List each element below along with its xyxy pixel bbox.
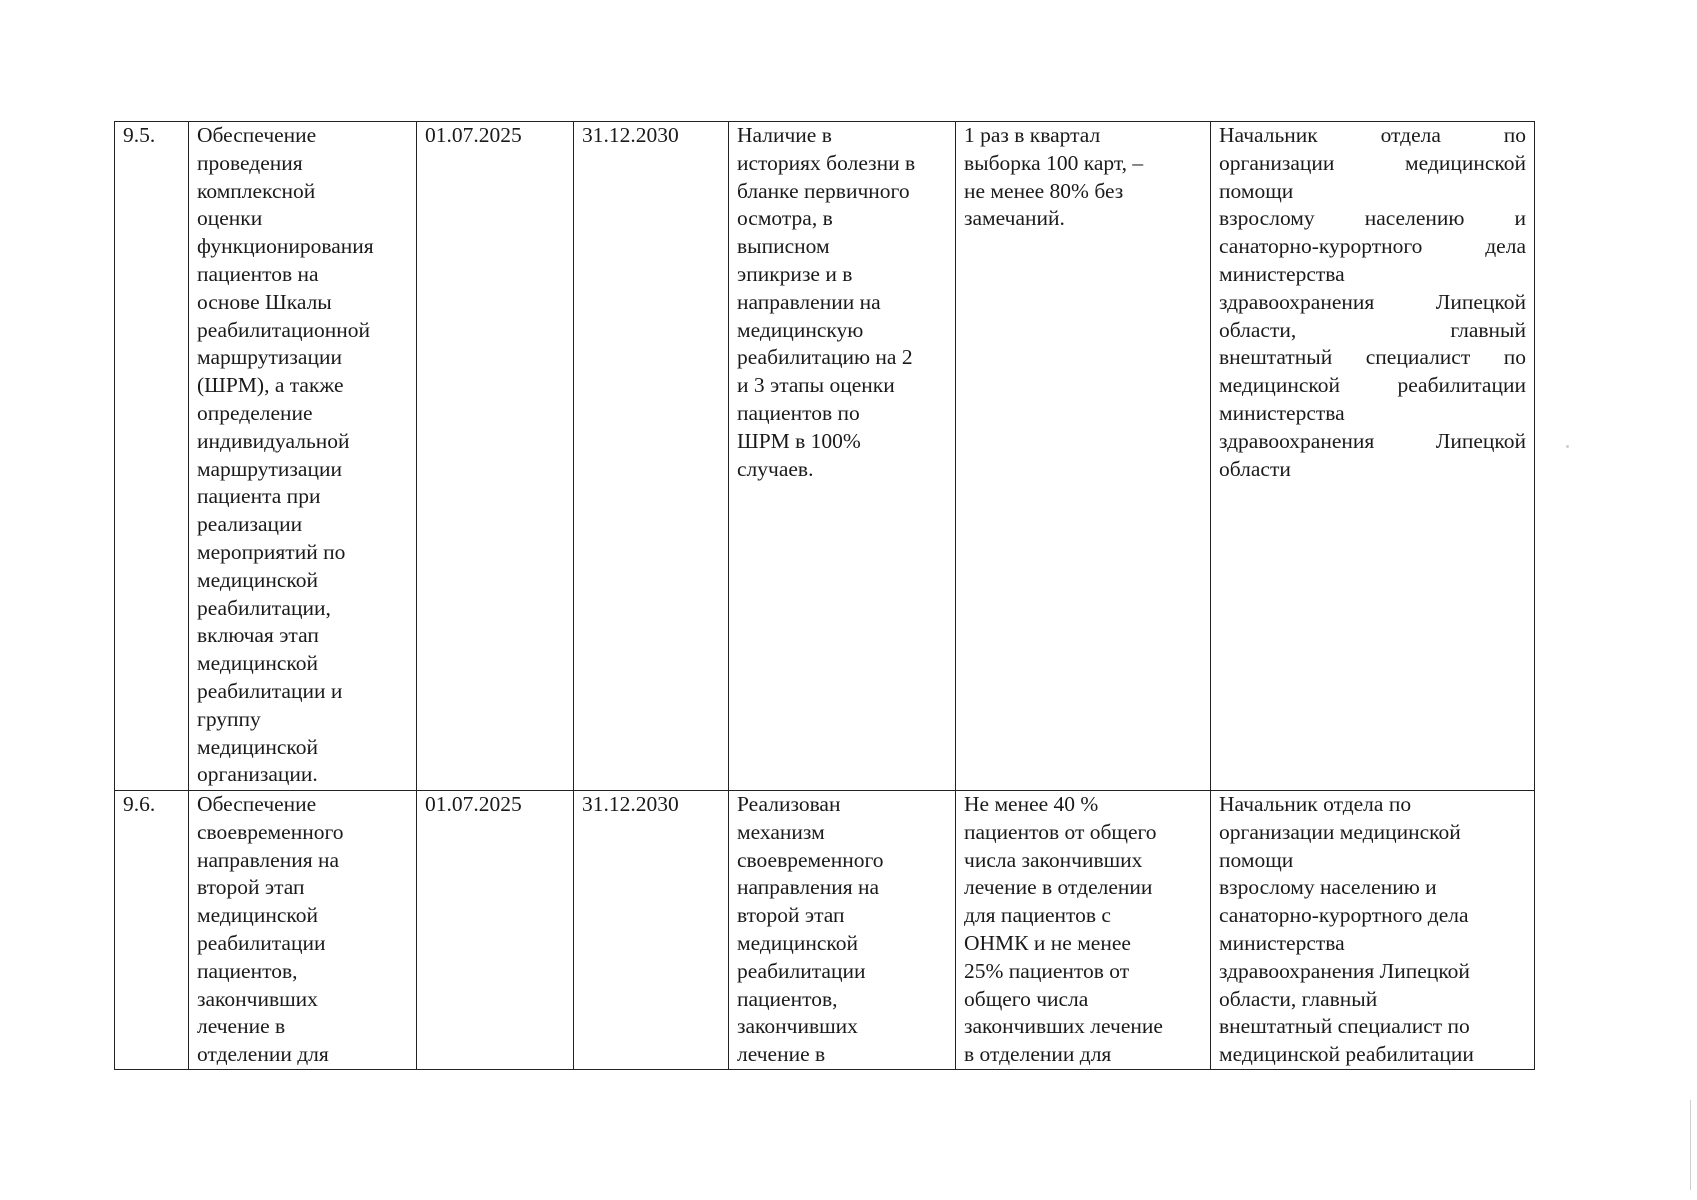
row-number: 9.5. [115, 122, 189, 791]
cell-line: 1 раз в квартал [964, 123, 1101, 147]
cell-line: индивидуальной [197, 428, 350, 453]
cell-line: историях болезни в [737, 150, 916, 175]
cell-line: области, главный [1219, 986, 1378, 1011]
cell-line: и 3 этапы оценки [737, 373, 895, 398]
cell-line: (ШРМ), а также [197, 373, 344, 398]
cell-line: проведения [197, 150, 303, 175]
cell-line: медицинской [197, 651, 318, 676]
cell-line: медицинской реабилитации [1219, 373, 1526, 398]
cell-line: осмотра, в [737, 206, 833, 231]
cell-line: медицинской [197, 734, 318, 759]
cell-line: лечение в отделении [964, 875, 1153, 900]
cell-line: реабилитацию на 2 [737, 345, 913, 370]
cell-line: области [1219, 456, 1291, 481]
cell-line: маршрутизации [197, 345, 342, 370]
cell-line: числа закончивших [964, 847, 1143, 872]
cell-line: организации медицинской [1219, 150, 1526, 175]
cell-line: медицинской [197, 903, 318, 928]
table-row [115, 122, 1535, 791]
cell-line: взрослому населению и [1219, 206, 1526, 231]
cell-line: внештатный специалист по [1219, 1014, 1470, 1039]
cell-line: министерства [1219, 261, 1345, 286]
cell-line: направлении на [737, 289, 881, 314]
cell-line: медицинской [737, 930, 858, 955]
cell-line: Начальник отдела по [1219, 123, 1526, 147]
cell-line: пациента при [197, 484, 321, 509]
cell-line: своевременного [737, 847, 884, 872]
activity-cell [189, 791, 417, 1070]
start-date-cell: 01.07.2025 [417, 791, 574, 1070]
cell-line: оценки [197, 206, 263, 231]
cell-line: пациентов по [737, 400, 860, 425]
cell-line: группу [197, 706, 261, 731]
cell-line: лечение в [737, 1042, 826, 1067]
cell-line: пациентов от общего [964, 819, 1157, 844]
cell-line: механизм [737, 819, 825, 844]
scan-edge-mark [1690, 1100, 1691, 1190]
cell-line: санаторно-курортного дела [1219, 903, 1469, 928]
indicator-cell [956, 791, 1211, 1070]
cell-line: закончивших [737, 1014, 858, 1039]
cell-line: здравоохранения Липецкой [1219, 428, 1526, 453]
cell-line: помощи [1219, 178, 1294, 203]
row-number: 9.6. [115, 791, 189, 1070]
cell-line: реабилитационной [197, 317, 371, 342]
cell-line: пациентов на [197, 261, 319, 286]
cell-line: области, главный [1219, 317, 1526, 342]
cell-line: второй этап [737, 903, 845, 928]
cell-line: пациентов, [197, 958, 298, 983]
cell-line: случаев. [737, 456, 814, 481]
cell-line: ШРМ в 100% [737, 428, 861, 453]
cell-line: организации. [197, 762, 318, 787]
cell-line: министерства [1219, 400, 1345, 425]
cell-line: ОНМК и не менее [964, 930, 1131, 955]
cell-line: мероприятий по [197, 539, 346, 564]
cell-line: Реализован [737, 792, 841, 816]
cell-line: помощи [1219, 847, 1294, 872]
cell-line: включая этап [197, 623, 319, 648]
cell-line: бланке первичного [737, 178, 910, 203]
cell-line: Не менее 40 % [964, 792, 1099, 816]
responsible-cell [1211, 791, 1535, 1070]
cell-line: для пациентов с [964, 903, 1111, 928]
cell-line: лечение в [197, 1014, 286, 1039]
cell-line: выписном [737, 234, 830, 259]
cell-line: замечаний. [964, 206, 1065, 231]
cell-line: министерства [1219, 930, 1345, 955]
cell-line: реабилитации, [197, 595, 331, 620]
cell-line: не менее 80% без [964, 178, 1124, 203]
cell-line: направления на [197, 847, 340, 872]
cell-line: реабилитации и [197, 678, 343, 703]
cell-line: здравоохранения Липецкой [1219, 289, 1526, 314]
cell-line: второй этап [197, 875, 305, 900]
start-date-cell: 01.07.2025 [417, 122, 574, 791]
cell-line: основе Шкалы [197, 289, 332, 314]
indicator-cell [956, 122, 1211, 791]
cell-line: санаторно-курортного дела [1219, 234, 1526, 259]
cell-line: в отделении для [964, 1042, 1112, 1067]
table-row [115, 791, 1535, 1070]
cell-line: закончивших [197, 986, 318, 1011]
cell-line: организации медицинской [1219, 819, 1461, 844]
cell-line: пациентов, [737, 986, 838, 1011]
cell-line: функционирования [197, 234, 374, 259]
cell-line: Наличие в [737, 123, 832, 147]
cell-line: общего числа [964, 986, 1089, 1011]
scan-edge-mark [1566, 445, 1569, 448]
cell-line: определение [197, 400, 313, 425]
cell-line: реабилитации [737, 958, 866, 983]
responsible-cell [1211, 122, 1535, 791]
cell-line: реабилитации [197, 930, 326, 955]
cell-line: отделении для [197, 1042, 329, 1067]
cell-line: Начальник отдела по [1219, 792, 1412, 816]
cell-line: Обеспечение [197, 792, 317, 816]
cell-line: медицинской [197, 567, 318, 592]
cell-line: комплексной [197, 178, 316, 203]
end-date-cell: 31.12.2030 [574, 122, 729, 791]
cell-line: внештатный специалист по [1219, 345, 1526, 370]
result-cell [729, 791, 956, 1070]
cell-line: реализации [197, 512, 303, 537]
plan-table [114, 121, 1535, 1070]
end-date-cell: 31.12.2030 [574, 791, 729, 1070]
cell-line: закончивших лечение [964, 1014, 1163, 1039]
cell-line: выборка 100 карт, – [964, 150, 1144, 175]
cell-line: своевременного [197, 819, 344, 844]
cell-line: маршрутизации [197, 456, 342, 481]
cell-line: здравоохранения Липецкой [1219, 958, 1470, 983]
cell-line: медицинской реабилитации [1219, 1042, 1474, 1067]
cell-line: направления на [737, 875, 880, 900]
cell-line: Обеспечение [197, 123, 317, 147]
cell-line: 25% пациентов от [964, 958, 1130, 983]
activity-cell [189, 122, 417, 791]
result-cell [729, 122, 956, 791]
cell-line: эпикризе и в [737, 261, 853, 286]
cell-line: медицинскую [737, 317, 864, 342]
cell-line: взрослому населению и [1219, 875, 1437, 900]
